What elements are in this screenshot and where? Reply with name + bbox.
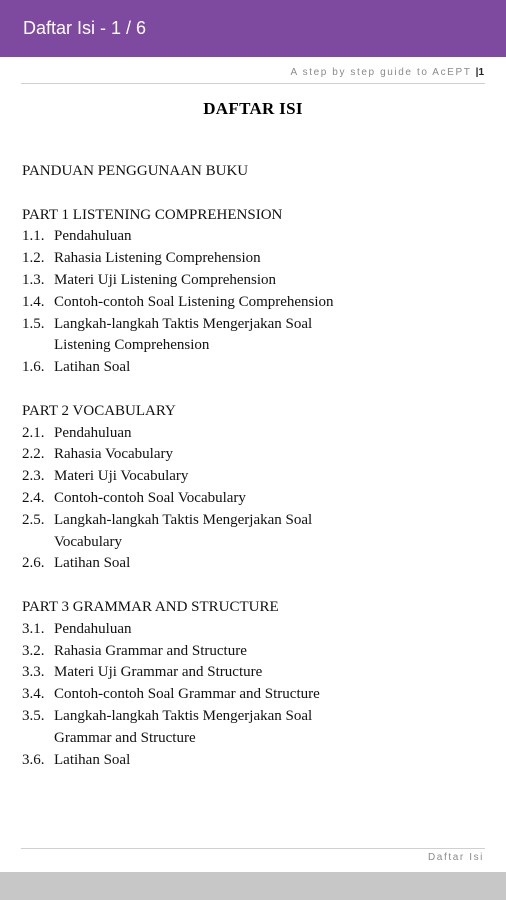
- app-bar-title: Daftar Isi - 1 / 6: [23, 18, 147, 38]
- toc-item: [22, 226, 482, 248]
- toc-item-text: Contoh-contoh Soal Vocabulary: [54, 489, 246, 506]
- toc-item-number: 3.1.: [22, 620, 45, 637]
- toc-item-number: 2.2.: [22, 446, 45, 463]
- toc-item: [22, 444, 482, 466]
- page-header-number: |1: [475, 67, 484, 78]
- toc-item-text: Pendahuluan: [54, 424, 132, 441]
- toc-item-text: Latihan Soal: [54, 359, 131, 376]
- toc-item: [22, 270, 482, 292]
- toc-item-text: Rahasia Grammar and Structure: [54, 642, 247, 659]
- toc-item-text: Rahasia Listening Comprehension: [54, 250, 261, 267]
- toc-item-text: Rahasia Vocabulary: [54, 446, 173, 463]
- toc-item-number: 2.4.: [22, 489, 45, 506]
- toc-item-number: 3.4.: [22, 686, 45, 703]
- toc-part-heading: PART 2 VOCABULARY: [22, 402, 176, 419]
- toc-item: [22, 292, 482, 314]
- toc-item: [22, 466, 482, 488]
- toc-item-number: 3.2.: [22, 642, 45, 659]
- header-divider: [21, 83, 485, 84]
- toc-part-heading: PART 3 GRAMMAR AND STRUCTURE: [22, 598, 279, 615]
- toc-item-text: Pendahuluan: [54, 620, 132, 637]
- toc-item: [22, 553, 482, 575]
- toc-part-heading: PART 1 LISTENING COMPREHENSION: [22, 206, 283, 223]
- toc-item-number: 2.1.: [22, 424, 45, 441]
- toc-item: [22, 706, 482, 750]
- toc-item-number: 3.5.: [22, 707, 45, 724]
- page-title: DAFTAR ISI: [203, 99, 303, 118]
- toc-item: [22, 488, 482, 510]
- toc-item: [22, 750, 482, 772]
- page-header: [291, 67, 485, 78]
- toc-item-text: Latihan Soal: [54, 751, 131, 768]
- toc-item-text: Materi Uji Listening Comprehension: [54, 271, 277, 288]
- toc-item-text: Latihan Soal: [54, 555, 131, 572]
- toc-item: [22, 357, 482, 379]
- toc-item-text: Langkah-langkah Taktis Mengerjakan Soal Vocabulary: [54, 511, 313, 550]
- toc-item-text: Pendahuluan: [54, 228, 132, 245]
- bottom-bar: [0, 872, 506, 900]
- toc-item: [22, 423, 482, 445]
- toc-intro: PANDUAN PENGGUNAAN BUKU: [22, 163, 249, 179]
- document-page[interactable]: [0, 57, 506, 872]
- toc-item-number: 1.1.: [22, 228, 45, 245]
- toc-item-text: Langkah-langkah Taktis Mengerjakan Soal Listening Comprehension: [54, 315, 313, 354]
- toc-item-text: Contoh-contoh Soal Grammar and Structure: [54, 686, 320, 703]
- toc-item-number: 2.6.: [22, 555, 45, 572]
- table-of-contents: [22, 161, 482, 771]
- toc-item: [22, 248, 482, 270]
- toc-item: [22, 314, 482, 358]
- toc-item-text: Contoh-contoh Soal Listening Comprehension: [54, 293, 334, 310]
- toc-item-text: Materi Uji Vocabulary: [54, 468, 189, 485]
- page-footer: Daftar Isi: [427, 852, 484, 863]
- footer-divider: [21, 848, 485, 849]
- toc-item-number: 1.4.: [22, 293, 45, 310]
- toc-item: [22, 662, 482, 684]
- toc-item: [22, 510, 482, 554]
- toc-item-text: Langkah-langkah Taktis Mengerjakan Soal Grammar and Structure: [54, 707, 313, 746]
- toc-item: [22, 684, 482, 706]
- toc-item-number: 1.5.: [22, 315, 45, 332]
- toc-item-number: 1.2.: [22, 250, 45, 267]
- toc-item: [22, 641, 482, 663]
- toc-item-number: 1.6.: [22, 359, 45, 376]
- toc-item-number: 1.3.: [22, 271, 45, 288]
- app-bar: [0, 0, 506, 57]
- toc-item-number: 3.6.: [22, 751, 45, 768]
- toc-item-text: Materi Uji Grammar and Structure: [54, 664, 263, 681]
- toc-item-number: 3.3.: [22, 664, 45, 681]
- toc-item: [22, 619, 482, 641]
- toc-item-number: 2.3.: [22, 468, 45, 485]
- toc-item-number: 2.5.: [22, 511, 45, 528]
- page-header-text: A step by step guide to AcEPT: [290, 67, 472, 78]
